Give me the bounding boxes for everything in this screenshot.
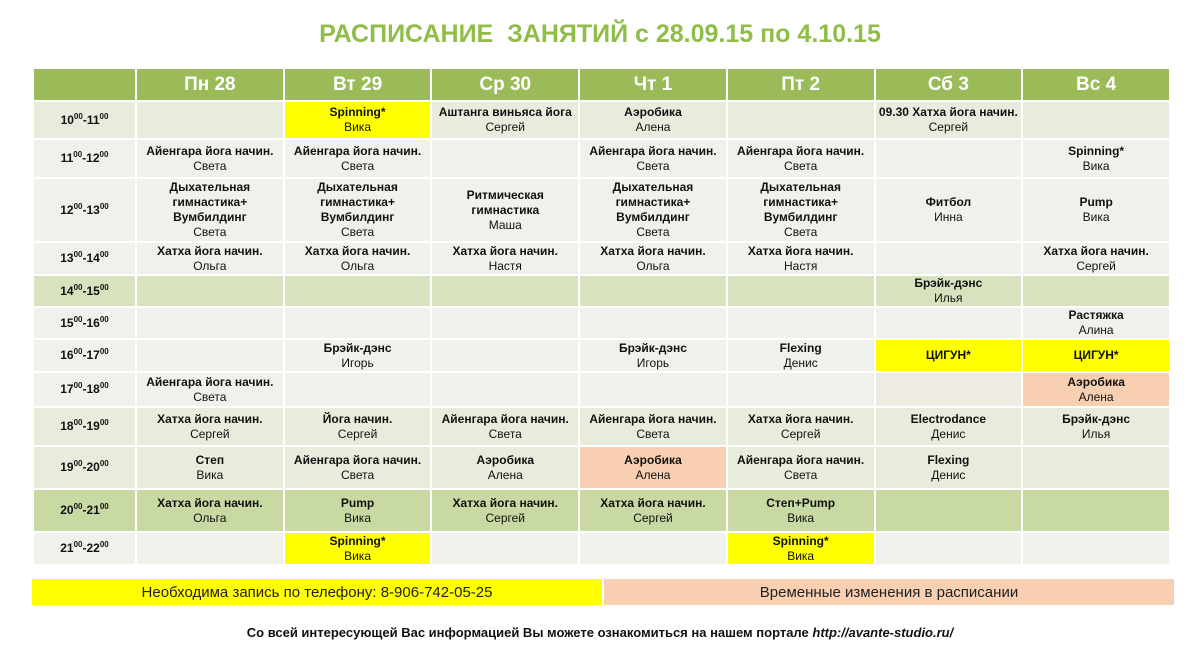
instructor-name: Илья xyxy=(1081,426,1111,441)
class-name: Хатха йога начин. xyxy=(157,495,263,510)
class-name: Хатха йога начин. xyxy=(600,243,706,258)
empty-slot xyxy=(875,139,1023,178)
class-name: Аэробика xyxy=(1067,374,1125,389)
class-cell xyxy=(284,489,432,532)
class-cell xyxy=(875,446,1023,489)
empty-slot xyxy=(875,489,1023,532)
class-cell xyxy=(875,372,1023,407)
class-cell xyxy=(579,101,727,139)
class-cell xyxy=(136,407,284,446)
day-header: Пн 28 xyxy=(136,68,284,101)
class-name: Брэйк-дэнс xyxy=(323,340,392,355)
instructor-name: Ольга xyxy=(193,258,227,273)
class-name: Айенгара йога начин. xyxy=(293,143,422,158)
class-cell xyxy=(727,139,875,178)
instructor-name: Сергей xyxy=(1076,258,1116,273)
class-name: Spinning* xyxy=(329,533,386,548)
empty-slot xyxy=(136,307,284,339)
class-name: Electrodance xyxy=(910,411,987,426)
day-header: Пт 2 xyxy=(727,68,875,101)
class-name: Spinning* xyxy=(329,105,386,119)
instructor-name: Света xyxy=(193,389,227,404)
instructor-name: Маша xyxy=(488,217,522,232)
time-slot-label: $21^{00}-22^{00}$ xyxy=(33,532,136,565)
instructor-name: Инна xyxy=(934,210,963,224)
time-slot-row xyxy=(33,139,1170,178)
class-cell xyxy=(284,242,432,275)
instructor-name: Сергей xyxy=(780,426,821,441)
class-cell xyxy=(727,532,875,565)
time-slot-label: $14^{00}-15^{00}$ xyxy=(33,275,136,307)
instructor-name: Сергей xyxy=(928,120,969,134)
class-name: Ритмическая гимнастика xyxy=(466,187,544,217)
instructor-name: Вика xyxy=(1082,158,1110,173)
slot-start-hour: 16 xyxy=(60,348,74,362)
empty-slot xyxy=(727,275,875,307)
slot-start-hour: 21 xyxy=(60,541,74,555)
empty-slot xyxy=(431,139,579,178)
class-cell xyxy=(579,339,727,372)
class-cell xyxy=(1022,178,1170,242)
class-name: Дыхательная гимнастика+ Вумбилдинг xyxy=(169,180,251,224)
portal-info xyxy=(0,625,1200,640)
class-cell xyxy=(579,139,727,178)
class-name: ЦИГУН* xyxy=(925,348,971,362)
time-slot-label: $17^{00}-18^{00}$ xyxy=(33,372,136,407)
class-name: Айенгара йога начин. xyxy=(737,143,865,158)
time-slot-label: $18^{00}-19^{00}$ xyxy=(33,407,136,446)
empty-slot xyxy=(1022,275,1170,307)
class-cell xyxy=(579,446,727,489)
class-cell xyxy=(579,407,727,446)
class-name: Йога начин. xyxy=(322,411,393,426)
class-name: Дыхательная гимнастика+ Вумбилдинг xyxy=(612,180,694,224)
empty-slot xyxy=(727,372,875,407)
class-name: Flexing xyxy=(779,340,822,355)
phone-booking-note: Необходима запись по телефону: 8-906-742-05-25 xyxy=(32,579,602,605)
empty-slot xyxy=(1022,446,1170,489)
slot-end-hour: 14 xyxy=(86,251,100,265)
time-slot-label: $16^{00}-17^{00}$ xyxy=(33,339,136,372)
instructor-name: Сергей xyxy=(485,510,526,525)
schedule-table xyxy=(32,67,1171,566)
instructor-name: Света xyxy=(636,158,670,173)
class-name: Spinning* xyxy=(1068,143,1125,158)
instructor-name: Света xyxy=(488,426,522,441)
class-name: Аштанга виньяса йога xyxy=(438,105,572,119)
class-name: 09.30 Хатха йога начин. xyxy=(878,105,1018,119)
slot-start-hour: 17 xyxy=(60,382,74,396)
instructor-name: Света xyxy=(193,225,227,239)
empty-slot xyxy=(431,275,579,307)
class-cell xyxy=(431,178,579,242)
class-cell xyxy=(136,242,284,275)
day-header: Сб 3 xyxy=(875,68,1023,101)
time-slot-row xyxy=(33,101,1170,139)
class-name: Spinning* xyxy=(772,533,829,548)
empty-slot xyxy=(579,372,727,407)
empty-slot xyxy=(284,372,432,407)
instructor-name: Сергей xyxy=(190,426,230,441)
empty-slot xyxy=(579,275,727,307)
class-name: Брэйк-дэнс xyxy=(1062,411,1131,426)
slot-start-hour: 14 xyxy=(60,283,74,298)
class-cell xyxy=(1022,307,1170,339)
class-name: Хатха йога начин. xyxy=(157,243,263,258)
class-name: Хатха йога начин. xyxy=(452,495,558,510)
slot-end-hour: 21 xyxy=(86,503,100,517)
class-name: Брэйк-дэнс xyxy=(914,276,983,290)
portal-info-text: Со всей интересующей Вас информацией Вы можете ознакомиться на нашем портале xyxy=(246,625,809,640)
empty-slot xyxy=(875,242,1023,275)
time-slot-row xyxy=(33,178,1170,242)
instructor-name: Денис xyxy=(783,355,818,370)
class-cell xyxy=(1022,339,1170,372)
class-cell xyxy=(579,242,727,275)
class-cell xyxy=(284,139,432,178)
class-name: Хатха йога начин. xyxy=(747,243,854,258)
class-name: Степ xyxy=(195,452,225,467)
class-cell xyxy=(284,532,432,565)
slot-start-hour: 13 xyxy=(60,251,74,265)
class-name: Хатха йога начин. xyxy=(600,495,706,510)
slot-end-hour: 19 xyxy=(86,419,100,433)
class-cell xyxy=(875,178,1023,242)
instructor-name: Игорь xyxy=(636,355,670,370)
class-cell xyxy=(284,446,432,489)
instructor-name: Вика xyxy=(344,120,371,134)
instructor-name: Вика xyxy=(787,510,815,525)
class-cell xyxy=(875,407,1023,446)
class-name: Айенгара йога начин. xyxy=(441,411,569,426)
class-name: ЦИГУН* xyxy=(1073,348,1119,362)
instructor-name: Алена xyxy=(635,120,671,134)
empty-slot xyxy=(136,532,284,565)
instructor-name: Света xyxy=(636,426,670,441)
slot-end-hour: 18 xyxy=(86,382,100,396)
class-cell xyxy=(875,101,1023,139)
instructor-name: Алена xyxy=(487,467,523,482)
class-cell xyxy=(579,178,727,242)
slot-start-hour: 20 xyxy=(60,503,74,517)
time-slot-row xyxy=(33,407,1170,446)
empty-slot xyxy=(727,101,875,139)
class-cell xyxy=(431,489,579,532)
instructor-name: Алина xyxy=(1078,323,1114,337)
day-header: Вт 29 xyxy=(284,68,432,101)
slot-end-hour: 13 xyxy=(86,202,100,217)
empty-slot xyxy=(284,275,432,307)
class-name: Айенгара йога начин. xyxy=(146,374,274,389)
class-cell xyxy=(875,275,1023,307)
empty-slot xyxy=(431,532,579,565)
instructor-name: Алена xyxy=(1078,389,1114,404)
class-cell xyxy=(431,242,579,275)
instructor-name: Света xyxy=(340,158,375,173)
instructor-name: Алена xyxy=(635,467,671,482)
class-name: Хатха йога начин. xyxy=(1043,243,1149,258)
empty-slot xyxy=(136,101,284,139)
class-name: Айенгара йога начин. xyxy=(293,452,422,467)
instructor-name: Илья xyxy=(934,291,963,305)
slot-end-hour: 16 xyxy=(86,315,100,330)
slot-start-hour: 19 xyxy=(60,460,74,474)
empty-slot xyxy=(431,372,579,407)
empty-slot xyxy=(431,339,579,372)
empty-slot xyxy=(875,532,1023,565)
time-slot-label: $20^{00}-21^{00}$ xyxy=(33,489,136,532)
time-slot-label: $12^{00}-13^{00}$ xyxy=(33,178,136,242)
slot-start-hour: 10 xyxy=(60,112,74,127)
instructor-name: Света xyxy=(340,225,375,239)
time-slot-label: $15^{00}-16^{00}$ xyxy=(33,307,136,339)
empty-slot xyxy=(579,307,727,339)
class-cell xyxy=(579,489,727,532)
time-column-header xyxy=(33,68,136,101)
class-name: Хатха йога начин. xyxy=(747,411,854,426)
time-slot-row xyxy=(33,446,1170,489)
empty-slot xyxy=(136,275,284,307)
instructor-name: Денис xyxy=(931,467,966,482)
schedule-title: РАСПИСАНИЕ ЗАНЯТИЙ с 28.09.15 по 4.10.15 xyxy=(319,20,881,48)
class-name: Дыхательная гимнастика+ Вумбилдинг xyxy=(760,180,841,224)
time-slot-row xyxy=(33,242,1170,275)
instructor-name: Сергей xyxy=(485,120,526,134)
instructor-name: Вика xyxy=(344,510,371,525)
class-name: Айенгара йога начин. xyxy=(589,143,717,158)
class-cell xyxy=(284,407,432,446)
class-name: Айенгара йога начин. xyxy=(589,411,717,426)
class-name: Flexing xyxy=(927,452,970,467)
instructor-name: Света xyxy=(193,158,227,173)
class-cell xyxy=(727,178,875,242)
instructor-name: Света xyxy=(784,467,818,482)
empty-slot xyxy=(875,307,1023,339)
day-header: Ср 30 xyxy=(431,68,579,101)
instructor-name: Ольга xyxy=(340,258,375,273)
empty-slot xyxy=(284,307,432,339)
class-cell xyxy=(875,339,1023,372)
class-name: Айенгара йога начин. xyxy=(737,452,865,467)
class-name: Айенгара йога начин. xyxy=(146,143,274,158)
class-cell xyxy=(1022,407,1170,446)
slot-end-hour: 20 xyxy=(86,460,100,474)
slot-start-hour: 18 xyxy=(60,419,74,433)
class-name: Растяжка xyxy=(1068,308,1124,322)
instructor-name: Вика xyxy=(196,467,224,482)
class-cell xyxy=(136,489,284,532)
portal-url-link[interactable]: http://avante-studio.ru/ xyxy=(812,625,954,640)
empty-slot xyxy=(727,307,875,339)
schedule-body xyxy=(33,101,1170,565)
class-name: Дыхательная гимнастика+ Вумбилдинг xyxy=(317,180,398,224)
instructor-name: Света xyxy=(784,225,818,239)
class-cell xyxy=(727,407,875,446)
class-name: Аэробика xyxy=(476,452,535,467)
time-slot-row xyxy=(33,307,1170,339)
instructor-name: Сергей xyxy=(337,426,378,441)
class-cell xyxy=(136,446,284,489)
class-cell xyxy=(727,489,875,532)
instructor-name: Вика xyxy=(787,548,815,563)
empty-slot xyxy=(136,339,284,372)
class-name: Pump xyxy=(1079,195,1113,209)
class-cell xyxy=(284,178,432,242)
slot-end-hour: 22 xyxy=(86,541,100,555)
class-cell xyxy=(431,446,579,489)
time-slot-row xyxy=(33,372,1170,407)
day-header: Чт 1 xyxy=(579,68,727,101)
class-cell xyxy=(727,446,875,489)
instructor-name: Вика xyxy=(344,548,371,563)
slot-end-hour: 15 xyxy=(86,283,100,298)
class-name: Брэйк-дэнс xyxy=(618,340,687,355)
empty-slot xyxy=(1022,532,1170,565)
class-name: Хатха йога начин. xyxy=(157,411,263,426)
class-cell xyxy=(431,101,579,139)
instructor-name: Игорь xyxy=(341,355,374,370)
class-cell xyxy=(431,407,579,446)
slot-start-hour: 12 xyxy=(60,202,74,217)
empty-slot xyxy=(1022,101,1170,139)
class-name: Аэробика xyxy=(624,105,682,119)
time-slot-row xyxy=(33,532,1170,565)
instructor-name: Настя xyxy=(488,258,522,273)
class-cell xyxy=(136,372,284,407)
time-slot-label: $13^{00}-14^{00}$ xyxy=(33,242,136,275)
instructor-name: Сергей xyxy=(633,510,673,525)
class-cell xyxy=(727,339,875,372)
slot-start-hour: 15 xyxy=(60,315,74,330)
time-slot-row xyxy=(33,339,1170,372)
instructor-name: Света xyxy=(636,225,670,239)
empty-slot xyxy=(431,307,579,339)
time-slot-row xyxy=(33,489,1170,532)
instructor-name: Настя xyxy=(783,258,818,273)
day-header: Вс 4 xyxy=(1022,68,1170,101)
class-cell xyxy=(284,101,432,139)
class-name: Степ+Pump xyxy=(766,495,836,510)
class-cell xyxy=(1022,139,1170,178)
class-cell xyxy=(284,339,432,372)
empty-slot xyxy=(1022,489,1170,532)
slot-end-hour: 12 xyxy=(86,151,100,165)
day-header-row xyxy=(33,68,1170,101)
time-slot-label: $11^{00}-12^{00}$ xyxy=(33,139,136,178)
instructor-name: Ольга xyxy=(636,258,670,273)
time-slot-label: $10^{00}-11^{00}$ xyxy=(33,101,136,139)
class-name: Хатха йога начин. xyxy=(304,243,411,258)
slot-end-hour: 17 xyxy=(86,348,100,362)
class-name: Аэробика xyxy=(624,452,682,467)
instructor-name: Ольга xyxy=(193,510,227,525)
class-cell xyxy=(727,242,875,275)
instructor-name: Света xyxy=(340,467,375,482)
class-cell xyxy=(1022,372,1170,407)
empty-slot xyxy=(579,532,727,565)
class-name: Pump xyxy=(340,495,375,510)
time-slot-row xyxy=(33,275,1170,307)
class-cell xyxy=(1022,242,1170,275)
temporary-changes-legend: Временные изменения в расписании xyxy=(604,579,1174,605)
class-name: Фитбол xyxy=(925,195,972,209)
slot-start-hour: 11 xyxy=(60,151,74,165)
slot-end-hour: 11 xyxy=(86,112,100,127)
instructor-name: Вика xyxy=(1082,210,1110,224)
class-name: Хатха йога начин. xyxy=(452,243,558,258)
instructor-name: Света xyxy=(784,158,818,173)
instructor-name: Денис xyxy=(931,426,966,441)
time-slot-label: $19^{00}-20^{00}$ xyxy=(33,446,136,489)
class-cell xyxy=(136,139,284,178)
class-cell xyxy=(136,178,284,242)
